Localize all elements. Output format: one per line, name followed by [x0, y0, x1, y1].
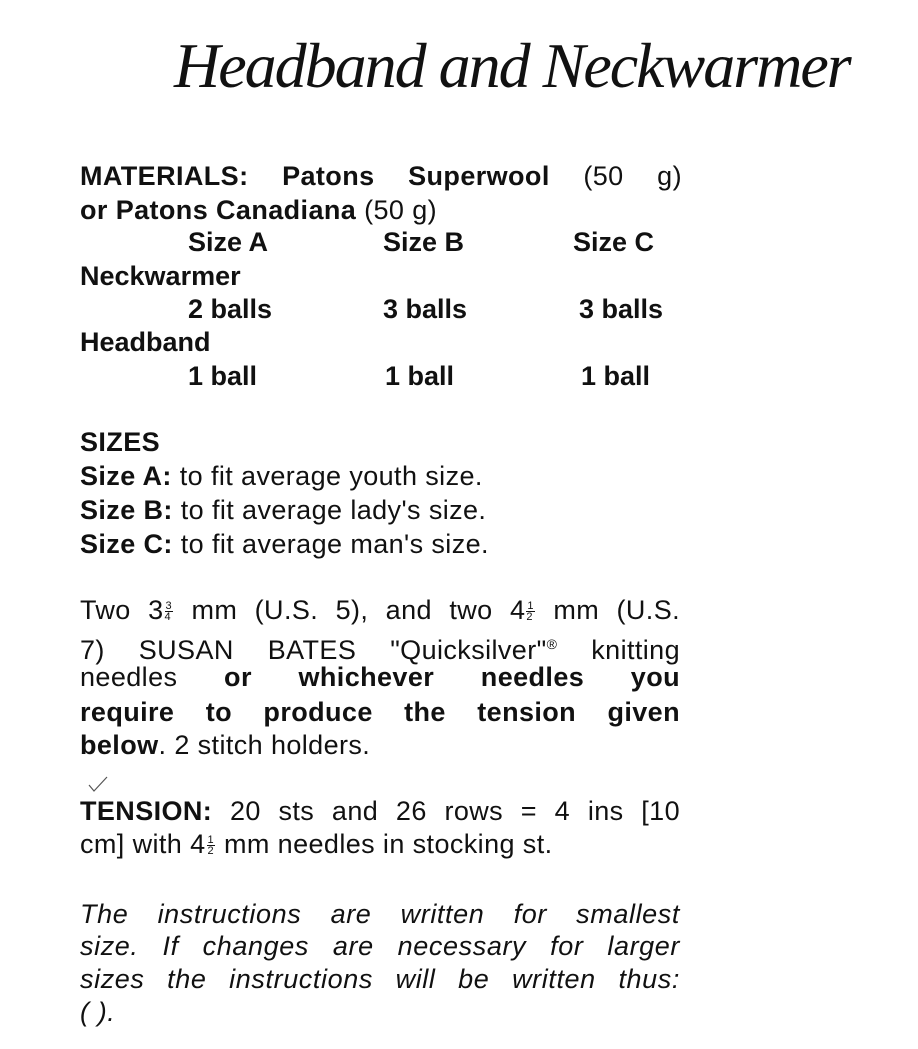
- yarn-weight-2: (50 g): [364, 195, 438, 225]
- needles-line-1: [80, 594, 680, 626]
- tension-line-2: [80, 828, 680, 860]
- tension-text-2: cm] with 4: [80, 829, 206, 859]
- headband-amount-b: 1 ball: [385, 361, 455, 391]
- headband-amount-c: 1 ball: [581, 361, 651, 391]
- materials-label: MATERIALS:: [80, 161, 249, 191]
- needles-bold-below: below: [80, 730, 159, 760]
- needles-word: needles: [80, 662, 178, 692]
- sizes-heading: SIZES: [80, 427, 161, 457]
- needles-holders: . 2 stitch holders.: [158, 730, 371, 760]
- size-b-line: [80, 494, 680, 526]
- size-header-c: Size C: [573, 227, 655, 257]
- tension-line-1: [80, 795, 680, 827]
- headband-amount-a: 1 ball: [188, 361, 258, 391]
- fraction-one-half: $\frac{1}{2}$: [526, 600, 534, 624]
- needles-line-5: [80, 729, 680, 761]
- needles-line-4: require to produce the tension given: [80, 697, 680, 727]
- yarn-canadiana: or Patons Canadiana: [80, 195, 357, 225]
- needles-brand: 7) SUSAN BATES "Quicksilver": [80, 635, 547, 665]
- needles-bold-1: or whichever needles you: [224, 662, 681, 692]
- fraction-three-quarters: $\frac{3}{4}$: [164, 600, 173, 624]
- size-header-b: Size B: [383, 227, 465, 257]
- size-c-line: [80, 528, 680, 560]
- instructions-line-1: The instructions are written for smallest: [80, 899, 680, 929]
- size-b-label: Size B:: [80, 495, 173, 525]
- neckwarmer-amount-b: 3 balls: [383, 294, 468, 324]
- item-name-neckwarmer: Neckwarmer: [80, 261, 241, 291]
- yarn-superwool: Patons Superwool: [282, 161, 550, 191]
- item-name-headband: Headband: [80, 327, 211, 357]
- size-c-label: Size C:: [80, 529, 173, 559]
- tension-text-3: mm needles in stocking st.: [223, 829, 553, 859]
- needles-text-b: mm (U.S. 5), and two 4: [191, 595, 526, 625]
- instructions-line-4: ( ).: [80, 997, 116, 1027]
- tension-label: TENSION:: [80, 796, 213, 826]
- neckwarmer-amount-c: 3 balls: [579, 294, 664, 324]
- size-c-text: to fit average man's size.: [180, 529, 489, 559]
- size-a-text: to fit average youth size.: [179, 461, 483, 491]
- fraction-one-half-tension: $\frac{1}{2}$: [207, 834, 215, 858]
- materials-line-1: [80, 160, 682, 192]
- needles-text-c: mm (U.S.: [553, 595, 680, 625]
- registered-mark: ®: [546, 636, 558, 652]
- pencil-check-mark-icon: [88, 776, 108, 794]
- needles-text-a: Two 3: [80, 595, 164, 625]
- size-a-label: Size A:: [80, 461, 172, 491]
- needles-knitting: knitting: [591, 635, 680, 665]
- size-header-a: Size A: [188, 227, 269, 257]
- needles-line-3: [80, 661, 680, 693]
- size-b-text: to fit average lady's size.: [180, 495, 487, 525]
- size-a-line: [80, 460, 680, 492]
- page-title: Headband and Neckwarmer: [174, 30, 850, 101]
- tension-text-1: 20 sts and 26 rows = 4 ins [10: [229, 796, 680, 826]
- instructions-line-3: sizes the instructions will be written thus:: [80, 964, 680, 994]
- neckwarmer-amount-a: 2 balls: [188, 294, 273, 324]
- yarn-weight-1: (50 g): [583, 161, 682, 191]
- materials-line-2: [80, 194, 680, 226]
- instructions-line-2: size. If changes are necessary for larger: [80, 931, 680, 961]
